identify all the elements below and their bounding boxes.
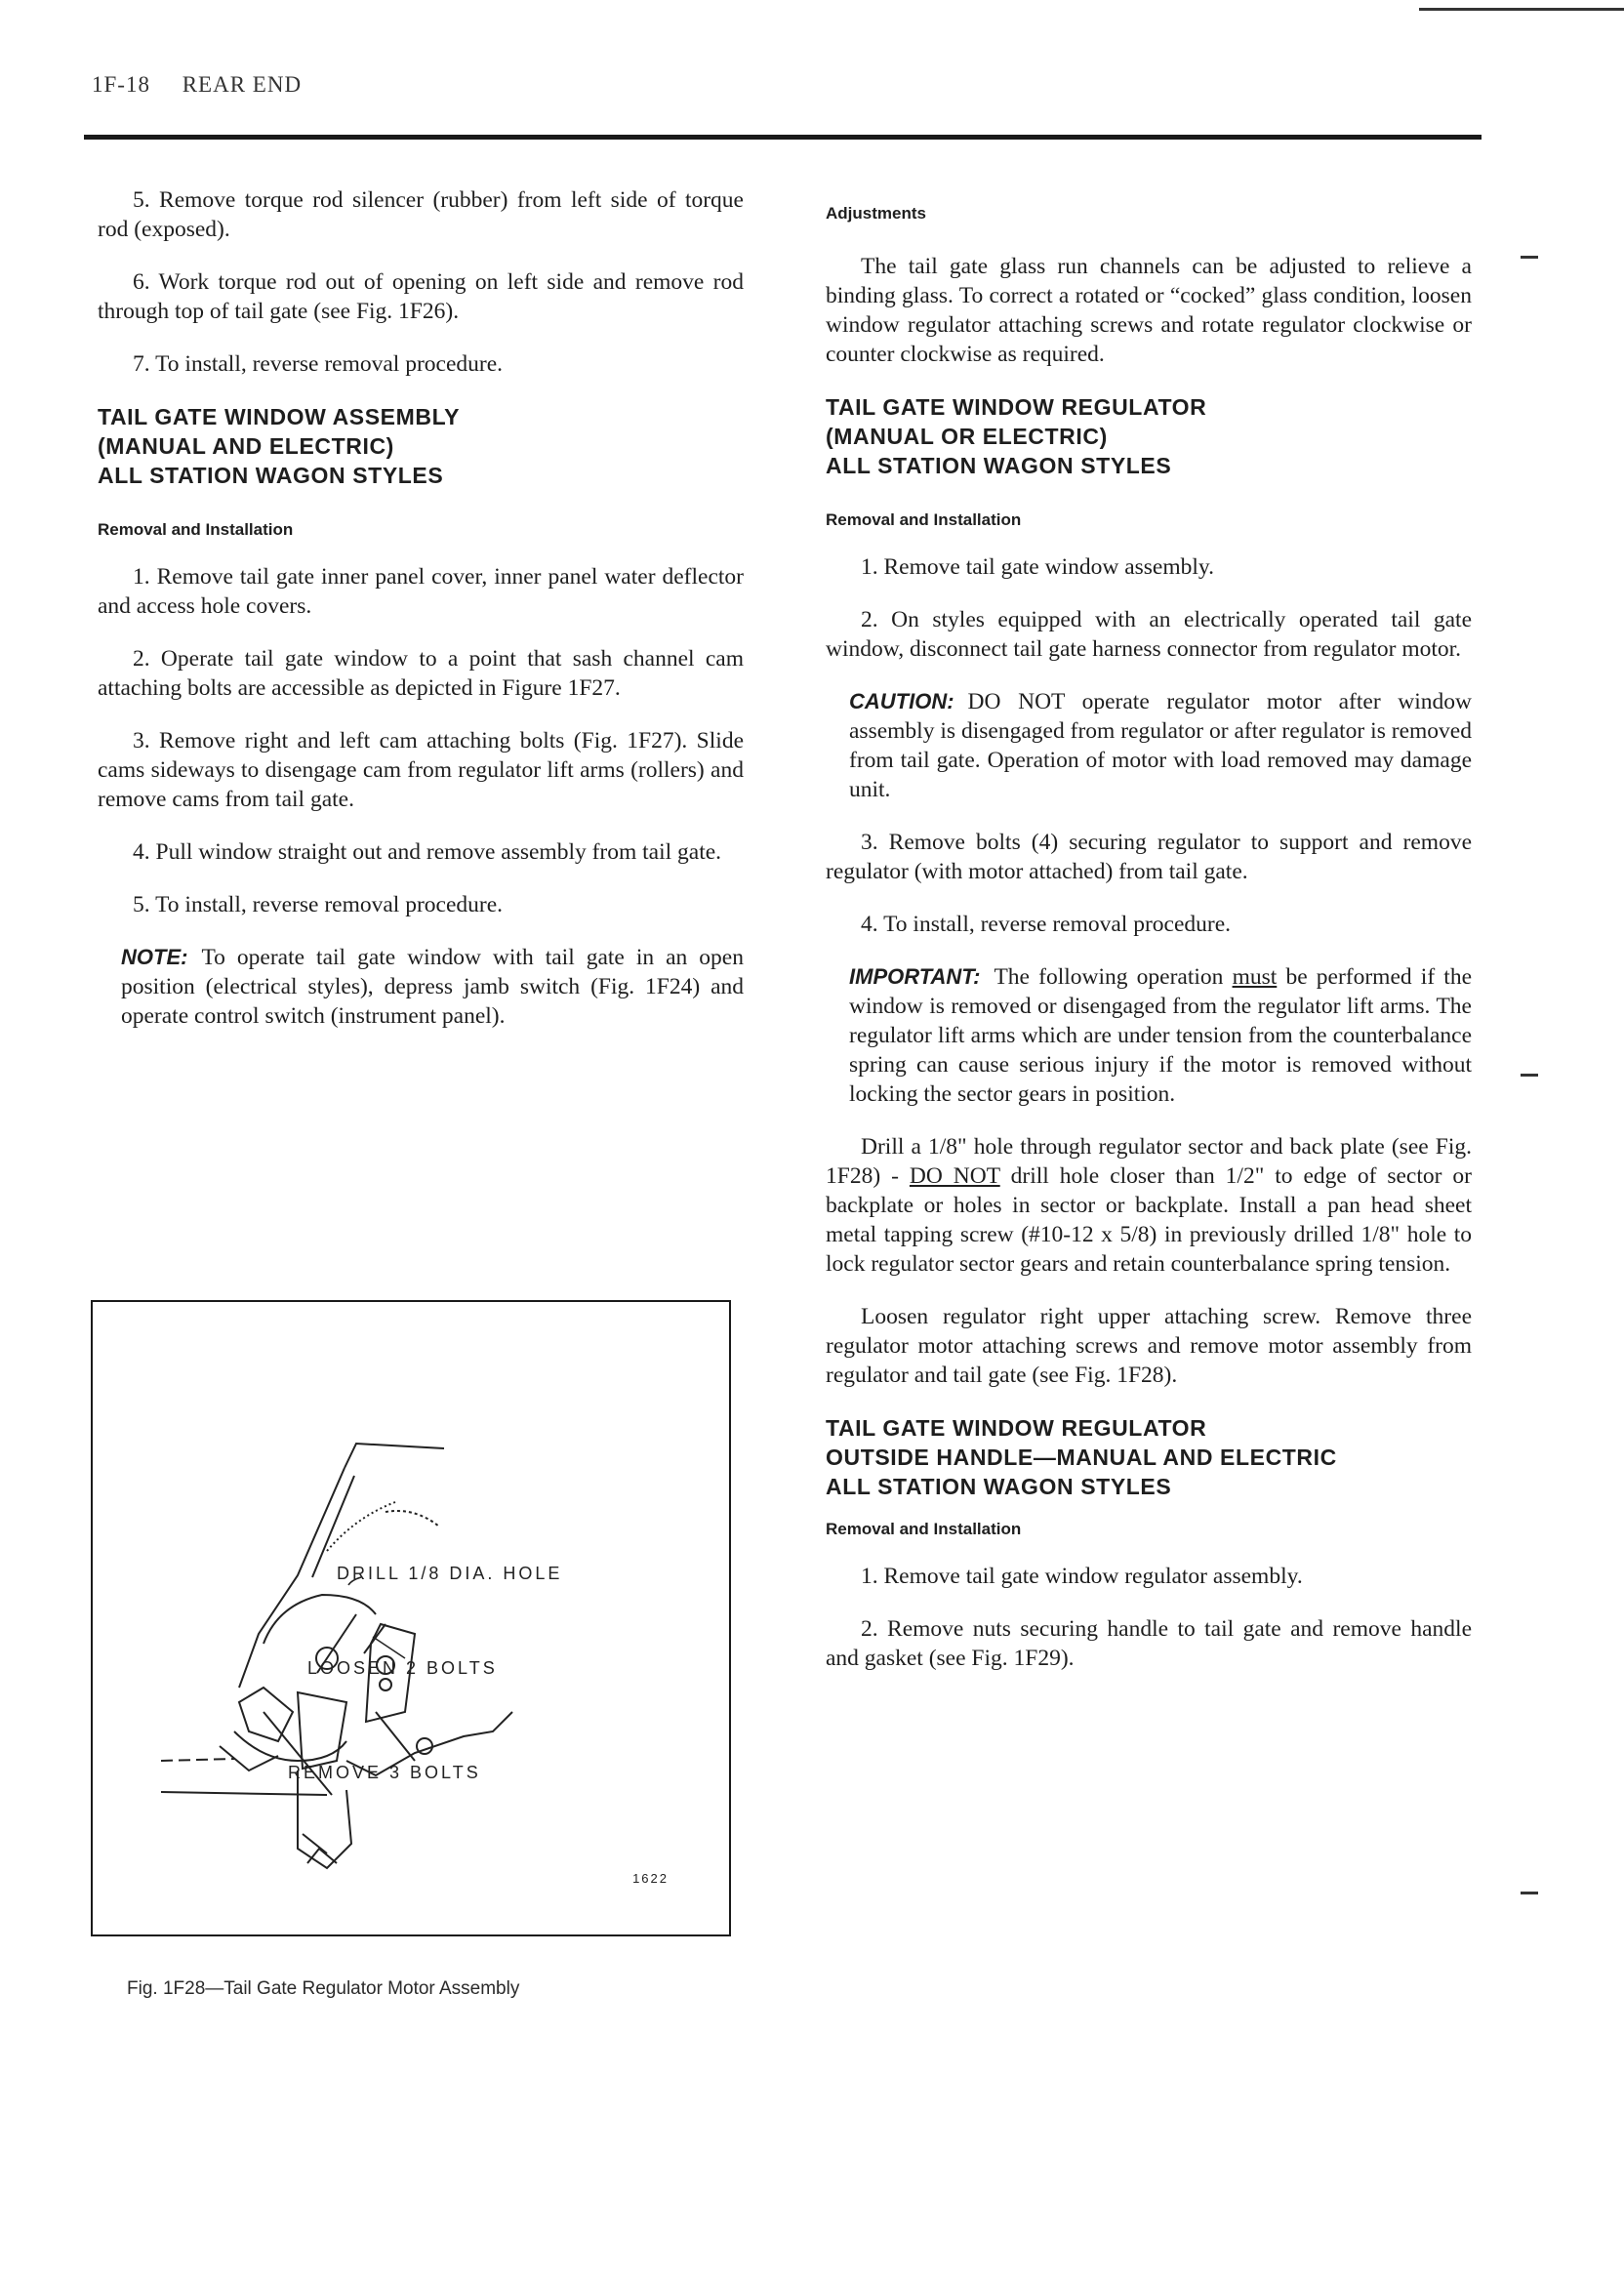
step-3: 3. Remove right and left cam attaching bolts (Fig. 1F27). Slide cams sideways to disengage cam from regulator lift arms (rollers) and remove cams from tail gate. [98,728,744,812]
figure-caption: Fig. 1F28—Tail Gate Regulator Motor Assembly [127,1978,520,1999]
handle-step-1: 1. Remove tail gate window regulator assembly. [861,1564,1303,1589]
must-underlined: must [1232,964,1278,990]
step-5: 5. To install, reverse removal procedure. [133,892,504,917]
loosen-instructions: Loosen regulator right upper attaching screw. Remove three regulator motor attaching screws and remove motor assembly from regulator and tail gate (see Fig. 1F28). [826,1304,1472,1388]
right-column [826,185,1472,1696]
heading-regulator: TAIL GATE WINDOW REGULATOR (MANUAL OR ELECTRIC) ALL STATION WAGON STYLES [826,394,1207,478]
subheading-removal-2: Removal and Installation [826,510,1022,529]
reg-step-3: 3. Remove bolts (4) securing regulator to support and remove regulator (with motor attached) from tail gate. [826,830,1472,884]
important-label: IMPORTANT: [849,964,981,989]
subheading-removal: Removal and Installation [98,520,294,539]
page-number: 1F-18 [92,72,150,97]
figure-number: 1622 [632,1871,669,1886]
step-4: 4. Pull window straight out and remove assembly from tail gate. [133,839,722,865]
margin-tick [1521,1892,1538,1894]
step-6-torque-rod: 6. Work torque rod out of opening on left side and remove rod through top of tail gate (see Fig. 1F26). [98,269,744,324]
reg-step-2: 2. On styles equipped with an electrically operated tail gate window, disconnect tail gate harness connector from regulator motor. [826,607,1472,662]
caution-block [849,687,1472,804]
handle-step-2: 2. Remove nuts securing handle to tail gate and remove handle and gasket (see Fig. 1F29). [826,1616,1472,1671]
step-7-install: 7. To install, reverse removal procedure. [133,351,504,377]
note-label: NOTE: [121,945,188,969]
corner-rule [1419,8,1624,11]
page-header [92,72,302,98]
caution-label: CAUTION: [849,689,954,713]
fig-label-loosen: LOOSEN 2 BOLTS [307,1658,498,1678]
heading-outside-handle: TAIL GATE WINDOW REGULATOR OUTSIDE HANDLE—MANUAL AND ELECTRIC ALL STATION WAGON STYLES [826,1415,1337,1499]
drill-instructions: Drill a 1/8" hole through regulator sector and back plate (see Fig. 1F28) - DO NOT drill hole closer than 1/2" to edge of sector or backplate or holes in sector or backplate. Install a pan head sheet metal tapping screw (#10-12 x 5/8) in previously drilled 1/8" hole to lock regulator sector gears and retain counterbalance spring tension. [826,1134,1473,1277]
header-rule [84,135,1482,140]
important-block: IMPORTANT: The following operation must be performed if the window is removed or disengaged from the regulator lift arms. The regulator lift arms which are under tension from the counterbalance spring can cause serious injury if the motor is removed without locking the sector gears in position. [849,964,1472,1107]
note-text: To operate tail gate window with tail gate in an open position (electrical styles), depress jamb switch (Fig. 1F24) and operate control switch (instrument panel). [121,945,744,1029]
step-2: 2. Operate tail gate window to a point that sash channel cam attaching bolts are accessible as depicted in Figure 1F27. [98,646,744,701]
subheading-removal-3: Removal and Installation [826,1520,1022,1538]
regulator-motor-drawing [93,1302,729,1934]
do-not-underlined: DO NOT [909,1163,1000,1189]
section-title: REAR END [182,72,303,97]
left-column [98,185,744,1054]
margin-tick [1521,1074,1538,1077]
figure-regulator-motor [91,1300,731,1936]
heading-window-assembly: TAIL GATE WINDOW ASSEMBLY (MANUAL AND ELECTRIC) ALL STATION WAGON STYLES [98,404,461,488]
note-block [121,943,744,1031]
fig-label-remove: REMOVE 3 BOLTS [288,1763,481,1782]
adjustments-text: The tail gate glass run channels can be adjusted to relieve a binding glass. To correct a rotated or “cocked” glass condition, loosen window regulator attaching screws and rotate regulator clockwise or counter clockwise as required. [826,254,1472,367]
reg-step-1: 1. Remove tail gate window assembly. [861,554,1215,580]
step-1: 1. Remove tail gate inner panel cover, inner panel water deflector and access hole covers. [98,564,744,619]
reg-step-4: 4. To install, reverse removal procedure. [861,912,1232,937]
caution-text: DO NOT operate regulator motor after window assembly is disengaged from regulator or after regulator is removed from tail gate. Operation of motor with load removed may damage unit. [849,689,1472,802]
fig-label-drill: DRILL 1/8 DIA. HOLE [337,1564,563,1583]
margin-tick [1521,256,1538,259]
step-5-silencer: 5. Remove torque rod silencer (rubber) from left side of torque rod (exposed). [98,187,744,242]
subheading-adjustments: Adjustments [826,204,926,223]
